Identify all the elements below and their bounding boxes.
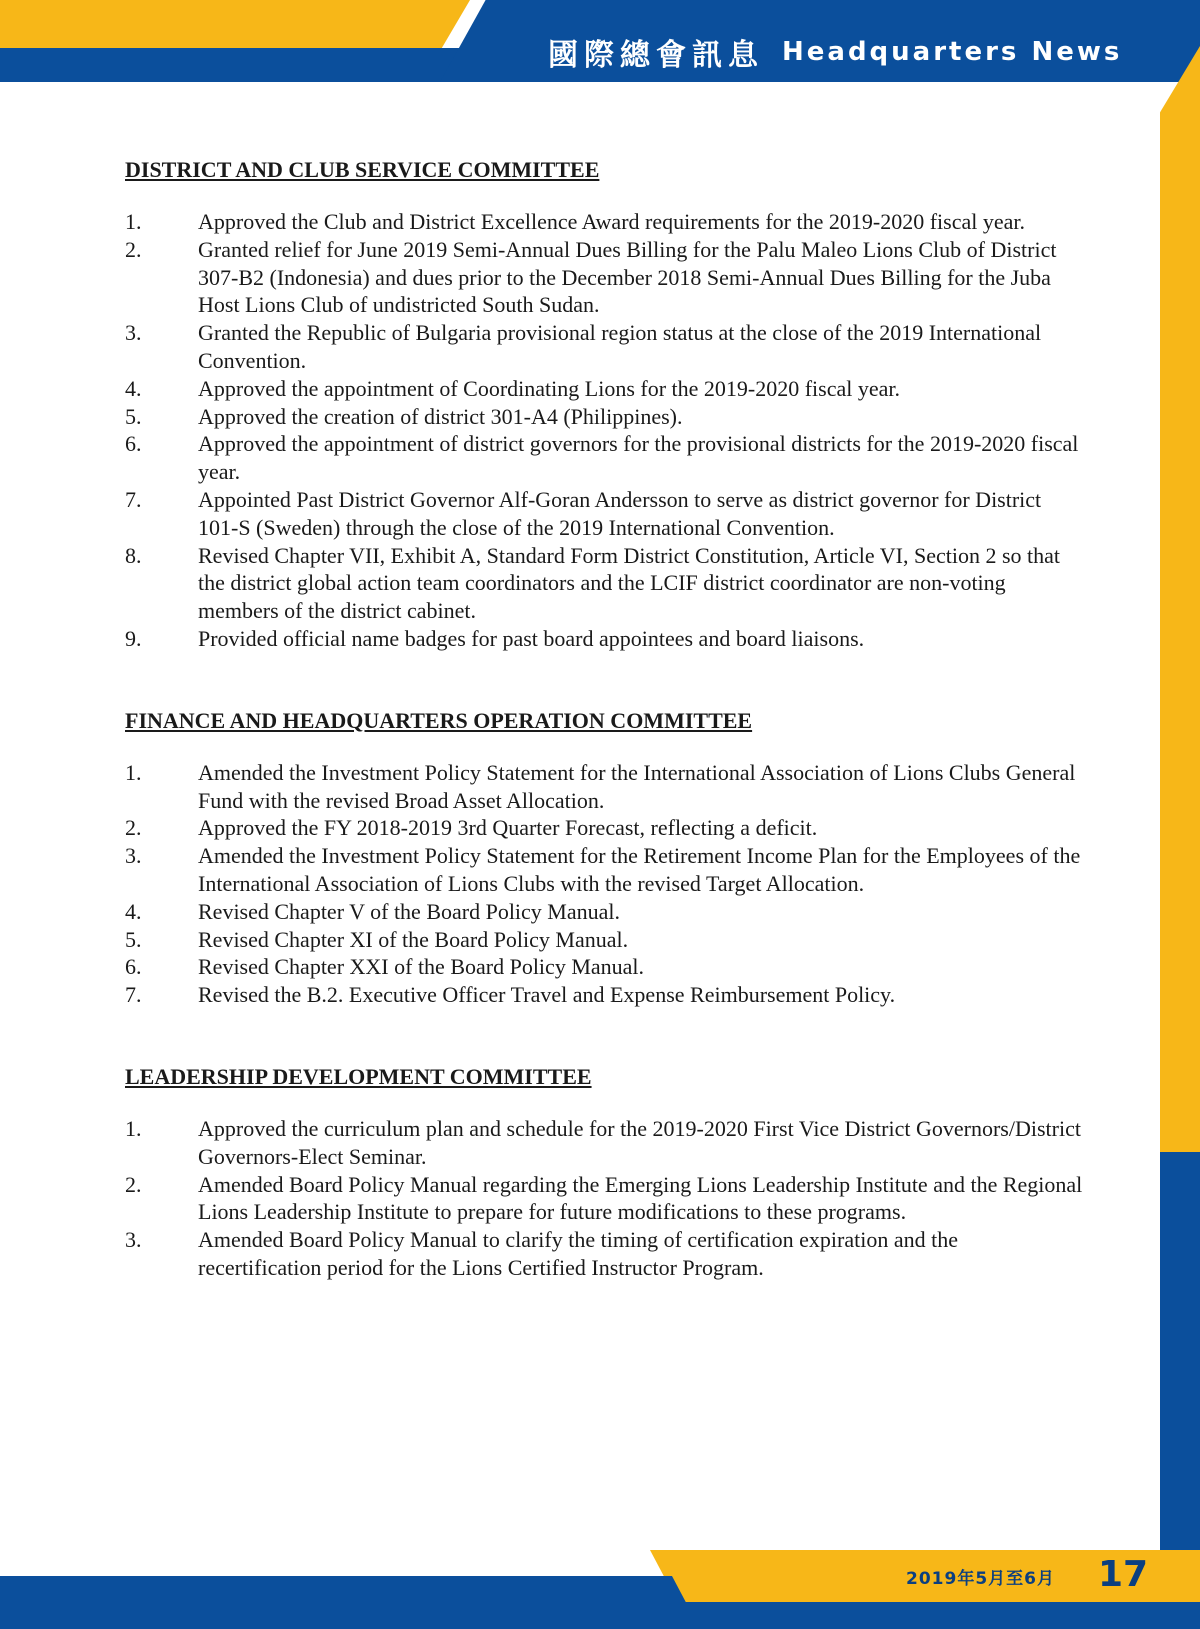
list-item — [125, 486, 1085, 542]
item-text: Revised Chapter VII, Exhibit A, Standard Form District Constitution, Article VI, Section 2 so that the district global action team coordinators and the LCIF district coordinator are non-voting members of the district cabinet. — [198, 542, 1060, 624]
list-item — [125, 814, 1085, 842]
item-list — [125, 759, 1085, 1009]
list-item — [125, 842, 1085, 898]
list-item — [125, 1115, 1085, 1171]
item-number: 5. — [125, 403, 142, 429]
item-text: Revised Chapter XXI of the Board Policy Manual. — [198, 954, 645, 980]
item-text: Approved the creation of district 301-A4 (Philippines). — [198, 403, 683, 429]
item-text: Approved the appointment of Coordinating Lions for the 2019-2020 fiscal year. — [198, 375, 901, 401]
list-item — [125, 430, 1085, 486]
item-text: Approved the FY 2018-2019 3rd Quarter Forecast, reflecting a deficit. — [198, 815, 818, 841]
page-header — [548, 28, 1122, 76]
item-number: 2. — [125, 236, 142, 262]
section-leadership-development — [125, 1063, 1085, 1282]
item-number: 3. — [125, 1227, 142, 1253]
list-item — [125, 898, 1085, 926]
footer-date: 2019年5月至6月 — [906, 1569, 1055, 1589]
list-item — [125, 319, 1085, 375]
item-number: 3. — [125, 843, 142, 869]
item-list — [125, 208, 1085, 653]
item-number: 9. — [125, 625, 142, 651]
item-number: 5. — [125, 926, 142, 952]
item-number: 6. — [125, 954, 142, 980]
item-number: 1. — [125, 759, 142, 785]
item-text: Revised Chapter V of the Board Policy Manual. — [198, 898, 621, 924]
document-body — [125, 156, 1085, 1336]
item-number: 1. — [125, 1115, 142, 1141]
item-number: 6. — [125, 431, 142, 457]
item-number: 3. — [125, 320, 142, 346]
item-text: Amended Board Policy Manual to clarify the timing of certification expiration and the recertification period for the Lions Certified Instructor Program. — [198, 1227, 958, 1280]
section-finance-headquarters — [125, 707, 1085, 1009]
list-item — [125, 953, 1085, 981]
item-number: 2. — [125, 1171, 142, 1197]
list-item — [125, 375, 1085, 403]
item-text: Approved the appointment of district governors for the provisional districts for the 2019-2020 fiscal year. — [198, 431, 1079, 485]
list-item — [125, 981, 1085, 1009]
header-title-zh: 國際總會訊息 — [548, 38, 764, 73]
list-item — [125, 625, 1085, 653]
side-yellow-bar — [1160, 46, 1200, 1152]
item-text: Revised the B.2. Executive Officer Travel and Expense Reimbursement Policy. — [198, 982, 896, 1008]
item-number: 7. — [125, 982, 142, 1008]
header-yellow-band — [0, 0, 470, 48]
header-blue-strip — [0, 48, 470, 82]
item-number: 1. — [125, 209, 142, 234]
item-text: Appointed Past District Governor Alf-Goran Andersson to serve as district governor for District 101-S (Sweden) through the close of the 2019 International Convention. — [198, 486, 1042, 540]
item-text: Amended Board Policy Manual regarding the Emerging Lions Leadership Institute and the Regional Lions Leadership Institute to prepare for future modifications to these programs. — [198, 1171, 1083, 1225]
section-title: DISTRICT AND CLUB SERVICE COMMITTEE — [125, 157, 600, 182]
list-item — [125, 926, 1085, 954]
header-title-en: Headquarters News — [782, 37, 1123, 67]
footer-blue-strip — [0, 1602, 1200, 1629]
list-item — [125, 759, 1085, 815]
item-text: Provided official name badges for past board appointees and board liaisons. — [198, 625, 865, 651]
side-blue-bar — [1160, 1152, 1200, 1552]
item-text: Granted relief for June 2019 Semi-Annual Dues Billing for the Palu Maleo Lions Club of District 307-B2 (Indonesia) and dues prior to the December 2018 Semi-Annual Dues Billing for the Juba Host Lions Club of undistricted South Sudan. — [198, 236, 1057, 318]
section-title: LEADERSHIP DEVELOPMENT COMMITTEE — [125, 1063, 592, 1089]
item-text: Amended the Investment Policy Statement for the Retirement Income Plan for the Employees of the International Association of Lions Clubs with the revised Target Allocation. — [198, 843, 1081, 896]
item-number: 7. — [125, 486, 142, 512]
item-text: Revised Chapter XI of the Board Policy Manual. — [198, 926, 629, 952]
item-text: Approved the curriculum plan and schedule for the 2019-2020 First Vice District Governors/District Governors-Elect Seminar. — [198, 1115, 1081, 1169]
item-number: 2. — [125, 815, 142, 841]
item-number: 8. — [125, 542, 142, 568]
list-item — [125, 542, 1085, 625]
page-number: 17 — [1098, 1554, 1149, 1595]
section-title: FINANCE AND HEADQUARTERS OPERATION COMMITTEE — [125, 707, 753, 733]
section-district-club-service — [125, 156, 1085, 653]
item-text: Approved the Club and District Excellence Award requirements for the 2019-2020 fiscal year. — [198, 209, 1025, 234]
item-text: Granted the Republic of Bulgaria provisional region status at the close of the 2019 International Convention. — [198, 320, 1042, 373]
list-item — [125, 403, 1085, 431]
list-item — [125, 236, 1085, 319]
list-item — [125, 1171, 1085, 1227]
item-number: 4. — [125, 898, 142, 924]
list-item — [125, 208, 1085, 236]
item-list — [125, 1115, 1085, 1282]
item-number: 4. — [125, 375, 142, 401]
list-item — [125, 1226, 1085, 1282]
item-text: Amended the Investment Policy Statement for the International Association of Lions Clubs General Fund with the revised Broad Asset Allocation. — [198, 759, 1076, 813]
